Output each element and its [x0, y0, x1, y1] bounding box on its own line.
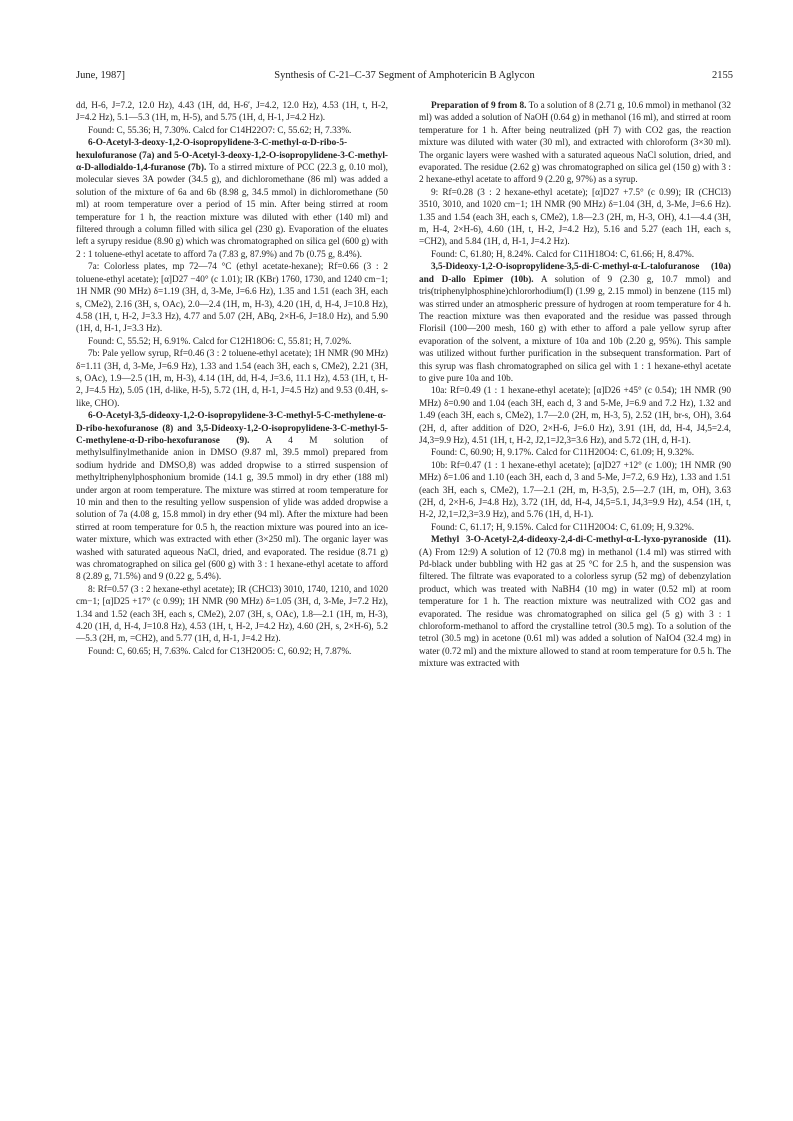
- procedure-paragraph: [419, 100, 731, 187]
- section-heading: 3,5-Dideoxy-1,2-O-isopropylidene-3,5-di-C-methyl-α-L-talofuranose (10a) and D-allo Epimer (10b).: [419, 262, 731, 285]
- section-heading: 6-O-Acetyl-3,5-dideoxy-1,2-O-isopropylidene-3-C-methyl-5-C-methylene-α-D-ribo-hexofuranose (8) and 3,5-Dideoxy-1,2-O-isopropylidene-3-C-methyl-5-C-methylene-α-D-ribo-hexofuranose (9).: [76, 411, 388, 446]
- right-column: [419, 100, 731, 671]
- procedure-paragraph: [76, 137, 388, 261]
- elemental-analysis: Found: C, 55.36; H, 7.30%. Calcd for C14H22O7: C, 55.62; H, 7.33%.: [88, 125, 352, 136]
- section-heading: 6-O-Acetyl-3-deoxy-1,2-O-isopropylidene-3-C-methyl-α-D-ribo-5-hexulofuranose (7a) and 5-O-Acetyl-3-deoxy-1,2-O-isopropylidene-3-C-methyl-α-D-allodialdo-1,4-furanose (7b).: [76, 138, 388, 174]
- compound-data: 9: Rf=0.28 (3 : 2 hexane-ethyl acetate); [α]D27 +7.5° (c 0.99); IR (CHCl3) 3510, 3010, and 1020 cm−1; 1H NMR (90 MHz) δ=1.04 (3H, d, 3-Me, J=6.6 Hz). 1.35 and 1.54 (each 3H, each s, CMe2), 1.8—2.3 (2H, m, H-3, OH), 4.1—4.4 (3H, m, H-4, 2×H-6), 4.60 (1H, t, H-2, J=4.2 Hz), 5.16 and 5.27 (each 1H, each s, =CH2), and 5.84 (1H, d, H-1, J=4.2 Hz).: [419, 187, 731, 248]
- procedure-paragraph: [76, 410, 388, 584]
- elemental-analysis: Found: C, 55.52; H, 6.91%. Calcd for C12H18O6: C, 55.81; H, 7.02%.: [88, 336, 352, 347]
- section-heading: Preparation of 9 from 8.: [431, 101, 527, 111]
- procedure-paragraph: [419, 261, 731, 385]
- page-number: 2155: [712, 70, 733, 81]
- running-header: [76, 70, 733, 86]
- elemental-analysis: Found: C, 60.90; H, 9.17%. Calcd for C11H20O4: C, 61.09; H, 9.32%.: [431, 448, 695, 459]
- procedure-text: A 4 M solution of methylsulfinylmethanide anion in DMSO (9.87 ml, 39.5 mmol) prepared from sodium hydride and DMSO,8) was added dropwise to a stirred suspension of methyltriphenylphosphonium bromide (14.1 g, 39.5 mmol) in dry ether (188 ml) under argon at room temperature. The mixture was stirred at room temperature for 10 min and then to the resulting yellow suspension of ylide was added dropwise a solution of 7a (4.08 g, 15.8 mmol) in dry ether (94 ml). After the mixture had been stirred at room temperature for 0.5 h, the reaction mixture was poured into an ice-water mixture, which was extracted with ether (3×250 ml). The organic layer was washed with saturated aqueous NaCl, dried, and evaporated. The residue (8.71 g) was chromatographed on silica gel (600 g) with 3 : 1 hexane-ethyl acetate to afford 8 (2.89 g, 71.5%) and 9 (0.22 g, 5.4%).: [76, 435, 388, 583]
- elemental-analysis: Found: C, 61.17; H, 9.15%. Calcd for C11H20O4: C, 61.09; H, 9.32%.: [431, 522, 695, 533]
- header-title: Synthesis of C-21–C-37 Segment of Amphotericin B Aglycon: [274, 70, 535, 81]
- header-date: June, 1987]: [76, 70, 125, 81]
- compound-data: 10b: Rf=0.47 (1 : 1 hexane-ethyl acetate); [α]D27 +12° (c 1.00); 1H NMR (90 MHz) δ=1.06 and 1.10 (each 3H, each d, 3 and 5-Me, J=7.2, 6.9 Hz), 1.33 and 1.51 (each 3H, each s, CMe2), 1.7—2.1 (2H, m, H-3,5), 2.5—2.7 (1H, m, OH), 3.63 (2H, d, 2×H-6, J=4.8 Hz), 3.72 (1H, dd, H-4, J4,5=5.1, J4,3=9.9 Hz), 4.54 (1H, t, H-2, J2,1=J2,3=3.9 Hz), and 5.76 (1H, d, H-1).: [419, 460, 731, 521]
- elemental-analysis: Found: C, 60.65; H, 7.63%. Calcd for C13H20O5: C, 60.92; H, 7.87%.: [88, 646, 352, 657]
- procedure-text: To a stirred mixture of PCC (22.3 g, 0.10 mol), molecular sieves 3A powder (34.5 g), and dichloromethane (86 ml) was added a solution of the mixture of 6a and 6b (8.98 g, 34.5 mmol) in dichloromethane (50 ml) at room temperature over a period of 15 min. After being stirred at room temperature for 1 h, the reaction mixture was diluted with ether (140 ml) and filtered through a column filled with silica gel (230 g). Evaporation of the eluates left a syrupy residue (8.90 g) which was chromatographed on silica gel (600 g) with 2 : 1 toluene-ethyl acetate to afford 7a (7.83 g, 87.9%) and 7b (0.75 g, 8.4%).: [76, 163, 388, 260]
- procedure-text: To a solution of 8 (2.71 g, 10.6 mmol) in methanol (32 ml) was added a solution of NaOH (0.64 g) in methanol (16 ml), and stirred at room temperature for 1 h. After being neutralized (pH 7) with CO2 gas, the reaction mixture was diluted with water (30 ml), and extracted with chloroform (3×30 ml). The organic layers were washed with a saturated aqueous NaCl solution, dried, and evaporated. The residue (2.62 g) was chromatographed on silica gel (150 g) with 3 : 2 hexane-ethyl acetate to afford 9 (2.20 g, 97%) as a syrup.: [419, 101, 731, 186]
- compound-data: 7b: Pale yellow syrup, Rf=0.46 (3 : 2 toluene-ethyl acetate); 1H NMR (90 MHz) δ=1.11 (3H, d, 3-Me, J=6.9 Hz), 1.33 and 1.54 (each 3H, each s, CMe2), 2.21 (3H, s, OAc), 1.9—2.5 (1H, m, H-3), 4.14 (1H, dd, H-4, J=3.6, 11.1 Hz), 4.53 (1H, t, H-2, J=4.5 Hz), 5.05 (1H, d-like, H-5), 5.72 (1H, d, H-1, J=4.5 Hz) and 9.53 (0.4H, s-like, CHO).: [76, 349, 388, 409]
- compound-data: 10a: Rf=0.49 (1 : 1 hexane-ethyl acetate); [α]D26 +45° (c 0.54); 1H NMR (90 MHz) δ=0.90 and 1.04 (each 3H, each d, 3 and 5-Me, J=6.9 and 7.2 Hz), 1.32 and 1.49 (each 3H, each s, CMe2), 1.7—2.0 (2H, m, H-3, 5), 2.52 (1H, br-s, OH), 3.64 (2H, d, after addition of D2O, 2×H-6, J=6.0 Hz), 3.91 (1H, dd, H-4, J4,5=2.4, J4,3=9.9 Hz), 4.51 (1H, t, H-2, J2,1=J2,3=3.6 Hz), and 5.72 (1H, d, H-1).: [419, 386, 731, 446]
- elemental-analysis: Found: C, 61.80; H, 8.24%. Calcd for C11H18O4: C, 61.66; H, 8.47%.: [431, 249, 695, 260]
- nmr-continuation: dd, H-6, J=7.2, 12.0 Hz), 4.43 (1H, dd, H-6′, J=4.2, 12.0 Hz), 4.53 (1H, t, H-2, J=4.2 Hz), 5.1—5.3 (1H, m, H-5), and 5.75 (1H, d, H-1, J=4.2 Hz).: [76, 101, 388, 124]
- compound-data: 8: Rf=0.57 (3 : 2 hexane-ethyl acetate); IR (CHCl3) 3010, 1740, 1210, and 1020 cm−1; [α]D25 +17° (c 0.99); 1H NMR (90 MHz) δ=1.05 (3H, d, 3-Me, J=7.2 Hz), 1.34 and 1.52 (each 3H, each s, CMe2), 2.07 (3H, s, OAc), 1.8—2.1 (1H, m, H-3), 4.20 (1H, d, H-4, J=10.8 Hz), 4.53 (1H, t, H-2, J=4.2 Hz), 4.60 (2H, s, 2×H-6), 5.2—5.3 (2H, m, =CH2), and 5.77 (1H, d, H-1, J=4.2 Hz).: [76, 584, 388, 645]
- procedure-text: A solution of 9 (2.30 g, 10.7 mmol) and tris(triphenylphosphine)chlororhodium(I) (1.99 g, 2.15 mmol) in benzene (115 ml) was stirred under an atmospheric pressure of hydrogen at room temperature for 4 h. The reaction mixture was then evaporated and the residue was passed through Florisil (100—200 mesh, 160 g) with ether to afford a pale yellow syrup after evaporation of the solvent, a mixture of 10a and 10b (2.20 g, 95%). This sample was utilized without further purification in the subsequent transformation. Part of this syrup was flash chromatographed on silica gel with 1 : 1 hexane-ethyl acetate to give pure 10a and 10b.: [419, 274, 731, 384]
- procedure-paragraph: [419, 534, 731, 670]
- compound-data: 7a: Colorless plates, mp 72—74 °C (ethyl acetate-hexane); Rf=0.66 (3 : 2 toluene-ethyl acetate); [α]D27 −40° (c 1.01); IR (KBr) 1760, 1730, and 1240 cm−1; 1H NMR (90 MHz) δ=1.19 (3H, d, 3-Me, J=6.6 Hz), 1.35 and 1.51 (each 3H, each s, CMe2), 2.16 (3H, s, OAc), 2.0—2.4 (1H, m, H-3), 4.20 (1H, d, H-4, J=10.8 Hz), 4.58 (1H, t, H-2, J=3.3 Hz), 4.77 and 5.07 (2H, ABq, 2×H-6, J=18.0 Hz), and 5.90 (1H, d, H-1, J=3.3 Hz).: [76, 262, 388, 335]
- left-column: [76, 100, 388, 658]
- procedure-text: (A) From 12:9) A solution of 12 (70.8 mg) in methanol (1.4 ml) was stirred with Pd-black under bubbling with H2 gas at 25 °C for 2.5 h, and the suspension was filtered. The filtrate was evaporated to a colorless syrup (52 mg) of debenzylation product, which was treated with NaBH4 (10 mg) in water (0.52 ml) at room temperature for 1 h. The reaction mixture was neutralized with CO2 gas and evaporated. The residue was chromatographed on silica gel (5 g) with 3 : 1 chloroform-methanol to afford the crystalline tetrol (30.5 mg). To a solution of the tetrol (30.5 mg) in acetone (0.61 ml) was added a solution of NaIO4 (32.4 mg) in water (0.72 ml) and the mixture allowed to stand at room temperature for 0.5 h. The mixture was extracted with: [419, 547, 731, 670]
- section-heading: Methyl 3-O-Acetyl-2,4-dideoxy-2,4-di-C-methyl-α-L-lyxo-pyranoside (11).: [431, 535, 731, 546]
